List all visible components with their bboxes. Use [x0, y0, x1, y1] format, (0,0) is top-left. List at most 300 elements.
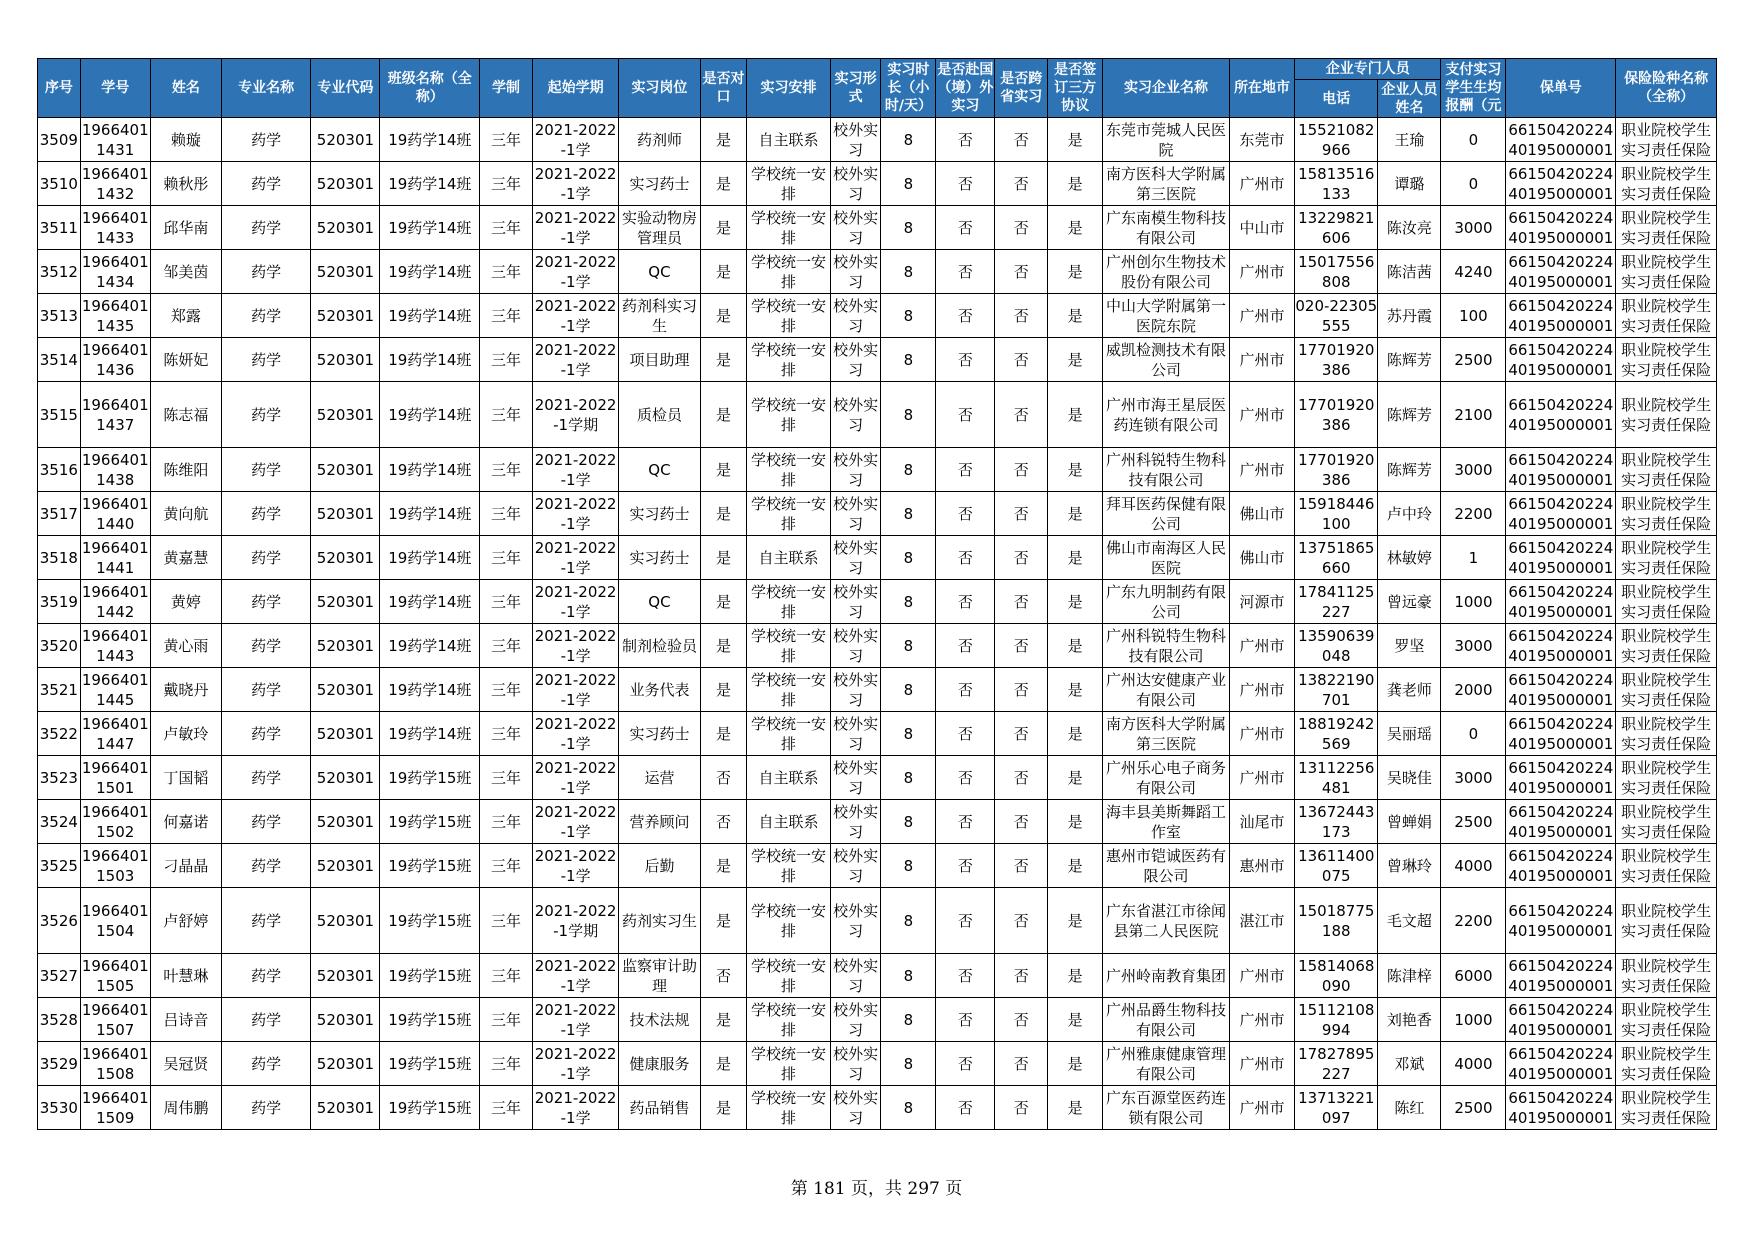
cell-hours: [881, 162, 936, 206]
cell-major-text: 药学: [251, 636, 282, 655]
cell-insurance-text: 职业院校学生实习责任保险: [1621, 956, 1712, 995]
cell-city: [1230, 206, 1295, 250]
cell-hours-text: 8: [903, 405, 914, 424]
cell-insurance-text: 职业院校学生实习责任保险: [1621, 164, 1712, 203]
cell-cross-province-text: 否: [1013, 1098, 1029, 1117]
cell-pay-text: 2100: [1454, 405, 1493, 424]
cell-major-code: [311, 536, 380, 580]
cell-hours: [881, 712, 936, 756]
cell-pay-text: 3000: [1454, 460, 1493, 479]
cell-position: [619, 1042, 700, 1086]
cell-class-name-text: 19药学14班: [388, 405, 472, 424]
cell-matched: [700, 954, 747, 998]
cell-contact-name-text: 王瑜: [1394, 130, 1425, 149]
cell-cross-province: [995, 954, 1048, 998]
cell-abroad-text: 否: [957, 504, 973, 523]
cell-class-name: [380, 536, 480, 580]
cell-major-code-text: 520301: [316, 768, 375, 787]
cell-cross-province-text: 否: [1013, 768, 1029, 787]
cell-arrangement-text: 自主联系: [758, 812, 819, 831]
cell-city-text: 广州市: [1239, 724, 1285, 743]
cell-name-text: 黄婷: [170, 592, 201, 611]
header-pay: 支付实习学生生均报酬（元: [1441, 59, 1506, 118]
cell-contact-name-text: 曾琳玲: [1386, 856, 1432, 875]
cell-major-text: 药学: [251, 306, 282, 325]
cell-company: [1103, 118, 1230, 162]
cell-name: [150, 800, 221, 844]
cell-major-code: [311, 1042, 380, 1086]
cell-phone: [1295, 1042, 1378, 1086]
cell-cross-province-text: 否: [1013, 1054, 1029, 1073]
cell-phone: [1295, 580, 1378, 624]
cell-matched: [700, 294, 747, 338]
cell-tripartite-text: 是: [1067, 1098, 1083, 1117]
cell-phone: [1295, 492, 1378, 536]
cell-duration: [480, 250, 533, 294]
cell-duration: [480, 118, 533, 162]
cell-matched: [700, 624, 747, 668]
cell-student-id-text: 19664011504: [81, 901, 149, 940]
cell-duration: [480, 800, 533, 844]
cell-class-name: [380, 712, 480, 756]
cell-matched: [700, 800, 747, 844]
header-city: 所在地市: [1230, 59, 1295, 118]
cell-start-term-text: 2021-2022-1学: [534, 626, 617, 665]
cell-company-text: 南方医科大学附属第三医院: [1106, 714, 1227, 753]
cell-major-text: 药学: [251, 218, 282, 237]
cell-seq-text: 3518: [39, 548, 78, 567]
cell-policy-no-text: 6615042022440195000001: [1508, 450, 1614, 489]
cell-tripartite-text: 是: [1067, 1010, 1083, 1029]
cell-start-term-text: 2021-2022-1学: [534, 1000, 617, 1039]
cell-major-text: 药学: [251, 130, 282, 149]
page-footer: 第 181 页，共 297 页: [790, 1179, 963, 1199]
cell-arrangement: [747, 536, 830, 580]
cell-class-name-text: 19药学14班: [388, 262, 472, 281]
cell-pay: [1441, 448, 1506, 492]
cell-policy-no-text: 6615042022440195000001: [1508, 901, 1614, 940]
cell-student-id: [80, 580, 150, 624]
cell-name-text: 吴冠贤: [163, 1054, 209, 1073]
cell-insurance-text: 职业院校学生实习责任保险: [1621, 340, 1712, 379]
cell-tripartite-text: 是: [1067, 911, 1083, 930]
cell-policy-no: [1506, 448, 1616, 492]
cell-form: [830, 712, 881, 756]
cell-start-term: [532, 162, 618, 206]
cell-arrangement-text: 学校统一安排: [751, 296, 827, 335]
cell-phone-text: 13229821606: [1298, 208, 1375, 247]
header-major-code: 专业代码: [311, 59, 380, 118]
cell-major: [221, 712, 310, 756]
cell-major-code-text: 520301: [316, 306, 375, 325]
cell-seq-text: 3517: [39, 504, 78, 523]
header-phone: 电话: [1295, 80, 1378, 118]
cell-company-text: 广州品爵生物科技有限公司: [1106, 1000, 1227, 1039]
header-position: 实习岗位: [619, 59, 700, 118]
cell-phone-text: 17701920386: [1298, 340, 1375, 379]
cell-form: [830, 668, 881, 712]
cell-duration-text: 三年: [490, 350, 521, 369]
cell-class-name-text: 19药学14班: [388, 218, 472, 237]
cell-abroad: [936, 1086, 995, 1130]
cell-duration: [480, 448, 533, 492]
cell-insurance-text: 职业院校学生实习责任保险: [1621, 802, 1712, 841]
cell-tripartite: [1048, 250, 1103, 294]
cell-pay: [1441, 756, 1506, 800]
cell-city: [1230, 954, 1295, 998]
cell-cross-province: [995, 206, 1048, 250]
cell-policy-no-text: 6615042022440195000001: [1508, 120, 1614, 159]
cell-arrangement-text: 学校统一安排: [751, 846, 827, 885]
cell-phone: [1295, 800, 1378, 844]
cell-start-term-text: 2021-2022-1学: [534, 802, 617, 841]
cell-cross-province-text: 否: [1013, 504, 1029, 523]
cell-duration-text: 三年: [490, 768, 521, 787]
cell-city: [1230, 712, 1295, 756]
cell-major-text: 药学: [251, 350, 282, 369]
header-contact-name: 企业人员姓名: [1378, 80, 1441, 118]
cell-name: [150, 162, 221, 206]
cell-hours-text: 8: [903, 174, 914, 193]
cell-cross-province-text: 否: [1013, 812, 1029, 831]
cell-start-term: [532, 998, 618, 1042]
cell-start-term-text: 2021-2022-1学: [534, 120, 617, 159]
cell-abroad: [936, 888, 995, 954]
cell-position: [619, 206, 700, 250]
cell-major: [221, 800, 310, 844]
cell-phone: [1295, 954, 1378, 998]
cell-pay-text: 2000: [1454, 680, 1493, 699]
cell-cross-province-text: 否: [1013, 856, 1029, 875]
cell-pay-text: 2500: [1454, 350, 1493, 369]
cell-phone: [1295, 382, 1378, 448]
cell-arrangement: [747, 382, 830, 448]
cell-phone: [1295, 888, 1378, 954]
cell-city-text: 东莞市: [1239, 130, 1285, 149]
cell-contact-name-text: 龚老师: [1386, 680, 1432, 699]
cell-arrangement: [747, 800, 830, 844]
cell-matched-text: 否: [715, 966, 731, 985]
cell-major-code-text: 520301: [316, 130, 375, 149]
cell-company-text: 拜耳医药保健有限公司: [1106, 494, 1227, 533]
cell-hours: [881, 536, 936, 580]
cell-city: [1230, 250, 1295, 294]
cell-phone-text: 15814068090: [1298, 956, 1375, 995]
cell-student-id: [80, 800, 150, 844]
cell-tripartite: [1048, 888, 1103, 954]
cell-abroad-text: 否: [957, 768, 973, 787]
cell-student-id: [80, 998, 150, 1042]
cell-company-text: 广州科锐特生物科技有限公司: [1106, 450, 1227, 489]
cell-cross-province: [995, 844, 1048, 888]
cell-name: [150, 998, 221, 1042]
cell-major: [221, 756, 310, 800]
cell-position-text: 后勤: [644, 856, 675, 875]
cell-start-term-text: 2021-2022-1学: [534, 582, 617, 621]
cell-insurance-text: 职业院校学生实习责任保险: [1621, 538, 1712, 577]
cell-seq: [38, 800, 81, 844]
cell-student-id-text: 19664011509: [81, 1088, 149, 1127]
cell-arrangement-text: 学校统一安排: [751, 252, 827, 291]
cell-tripartite-text: 是: [1067, 405, 1083, 424]
cell-name: [150, 888, 221, 954]
cell-form-text: 校外实习: [833, 340, 879, 379]
cell-company-text: 广州科锐特生物科技有限公司: [1106, 626, 1227, 665]
cell-contact-name-text: 陈津梓: [1386, 966, 1432, 985]
cell-abroad: [936, 580, 995, 624]
cell-class-name: [380, 1086, 480, 1130]
cell-student-id: [80, 448, 150, 492]
cell-major-text: 药学: [251, 262, 282, 281]
cell-seq: [38, 1042, 81, 1086]
cell-abroad: [936, 250, 995, 294]
cell-phone-text: 13713221097: [1298, 1088, 1375, 1127]
cell-matched-text: 是: [715, 592, 731, 611]
cell-major-text: 药学: [251, 856, 282, 875]
cell-contact-name-text: 曾蝉娟: [1386, 812, 1432, 831]
cell-company-text: 广东九明制药有限公司: [1106, 582, 1227, 621]
cell-student-id: [80, 1086, 150, 1130]
cell-form-text: 校外实习: [833, 1088, 879, 1127]
cell-city-text: 惠州市: [1239, 856, 1285, 875]
cell-insurance: [1616, 294, 1717, 338]
cell-seq: [38, 756, 81, 800]
cell-contact-name: [1378, 888, 1441, 954]
cell-form-text: 校外实习: [833, 395, 879, 434]
cell-name: [150, 712, 221, 756]
cell-policy-no-text: 6615042022440195000001: [1508, 670, 1614, 709]
cell-hours: [881, 1086, 936, 1130]
cell-tripartite: [1048, 448, 1103, 492]
cell-form-text: 校外实习: [833, 582, 879, 621]
cell-duration-text: 三年: [490, 592, 521, 611]
cell-company-text: 广东百源堂医药连锁有限公司: [1106, 1088, 1227, 1127]
cell-major: [221, 338, 310, 382]
cell-name: [150, 206, 221, 250]
cell-position: [619, 844, 700, 888]
cell-policy-no-text: 6615042022440195000001: [1508, 626, 1614, 665]
cell-matched-text: 是: [715, 548, 731, 567]
cell-class-name: [380, 492, 480, 536]
cell-major-code: [311, 844, 380, 888]
cell-student-id-text: 19664011438: [81, 450, 149, 489]
cell-pay: [1441, 382, 1506, 448]
cell-major-code-text: 520301: [316, 262, 375, 281]
cell-class-name-text: 19药学14班: [388, 306, 472, 325]
cell-position-text: 实习药士: [629, 724, 690, 743]
cell-tripartite: [1048, 712, 1103, 756]
cell-arrangement: [747, 712, 830, 756]
cell-pay: [1441, 338, 1506, 382]
cell-tripartite-text: 是: [1067, 966, 1083, 985]
cell-name-text: 黄嘉慧: [163, 548, 209, 567]
table-row: [38, 448, 1717, 492]
cell-hours: [881, 668, 936, 712]
cell-pay-text: 4240: [1454, 262, 1493, 281]
cell-seq-text: 3528: [39, 1010, 78, 1029]
cell-major-code-text: 520301: [316, 911, 375, 930]
cell-cross-province: [995, 492, 1048, 536]
header-policy-no: 保单号: [1506, 59, 1616, 118]
cell-city: [1230, 844, 1295, 888]
cell-policy-no: [1506, 888, 1616, 954]
cell-insurance-text: 职业院校学生实习责任保险: [1621, 901, 1712, 940]
cell-matched-text: 是: [715, 1010, 731, 1029]
table-row: [38, 250, 1717, 294]
cell-matched-text: 是: [715, 911, 731, 930]
cell-hours: [881, 800, 936, 844]
cell-class-name-text: 19药学15班: [388, 911, 472, 930]
cell-form: [830, 954, 881, 998]
cell-company: [1103, 162, 1230, 206]
cell-hours: [881, 844, 936, 888]
cell-pay: [1441, 118, 1506, 162]
cell-duration: [480, 712, 533, 756]
cell-form-text: 校外实习: [833, 208, 879, 247]
cell-major-code: [311, 624, 380, 668]
cell-matched-text: 是: [715, 262, 731, 281]
cell-major-code-text: 520301: [316, 724, 375, 743]
cell-phone: [1295, 844, 1378, 888]
cell-contact-name-text: 刘艳香: [1386, 1010, 1432, 1029]
cell-student-id: [80, 294, 150, 338]
cell-student-id: [80, 888, 150, 954]
cell-form: [830, 536, 881, 580]
cell-matched-text: 是: [715, 174, 731, 193]
cell-city: [1230, 1086, 1295, 1130]
cell-tripartite: [1048, 624, 1103, 668]
cell-seq: [38, 338, 81, 382]
header-name: 姓名: [150, 59, 221, 118]
table-row: [38, 580, 1717, 624]
cell-start-term-text: 2021-2022-1学: [534, 450, 617, 489]
cell-abroad: [936, 118, 995, 162]
cell-major-code: [311, 756, 380, 800]
cell-seq-text: 3530: [39, 1098, 78, 1117]
cell-seq-text: 3514: [39, 350, 78, 369]
cell-cross-province-text: 否: [1013, 592, 1029, 611]
cell-start-term-text: 2021-2022-1学期: [534, 395, 617, 434]
cell-duration: [480, 1042, 533, 1086]
cell-position: [619, 162, 700, 206]
cell-name-text: 吕诗音: [163, 1010, 209, 1029]
cell-duration: [480, 206, 533, 250]
cell-policy-no: [1506, 800, 1616, 844]
cell-contact-name-text: 陈洁茜: [1386, 262, 1432, 281]
cell-start-term-text: 2021-2022-1学: [534, 758, 617, 797]
table-row: [38, 998, 1717, 1042]
cell-major: [221, 888, 310, 954]
cell-policy-no-text: 6615042022440195000001: [1508, 340, 1614, 379]
cell-matched: [700, 536, 747, 580]
cell-contact-name: [1378, 800, 1441, 844]
cell-duration-text: 三年: [490, 504, 521, 523]
cell-city: [1230, 888, 1295, 954]
cell-tripartite: [1048, 1086, 1103, 1130]
cell-tripartite-text: 是: [1067, 856, 1083, 875]
cell-company: [1103, 580, 1230, 624]
cell-pay: [1441, 162, 1506, 206]
cell-student-id: [80, 338, 150, 382]
cell-contact-name: [1378, 844, 1441, 888]
cell-arrangement: [747, 1042, 830, 1086]
cell-form: [830, 492, 881, 536]
cell-policy-no-text: 6615042022440195000001: [1508, 956, 1614, 995]
cell-policy-no-text: 6615042022440195000001: [1508, 802, 1614, 841]
cell-arrangement-text: 学校统一安排: [751, 494, 827, 533]
cell-cross-province: [995, 536, 1048, 580]
cell-matched: [700, 206, 747, 250]
cell-duration: [480, 338, 533, 382]
cell-tripartite: [1048, 800, 1103, 844]
cell-phone-text: 13751865660: [1298, 538, 1375, 577]
cell-seq: [38, 1086, 81, 1130]
cell-policy-no: [1506, 294, 1616, 338]
cell-policy-no-text: 6615042022440195000001: [1508, 494, 1614, 533]
cell-student-id: [80, 1042, 150, 1086]
cell-seq: [38, 250, 81, 294]
cell-position: [619, 382, 700, 448]
cell-student-id: [80, 382, 150, 448]
cell-student-id: [80, 756, 150, 800]
header-major: 专业名称: [221, 59, 310, 118]
cell-form-text: 校外实习: [833, 120, 879, 159]
cell-tripartite-text: 是: [1067, 636, 1083, 655]
cell-hours-text: 8: [903, 306, 914, 325]
cell-seq: [38, 954, 81, 998]
cell-class-name-text: 19药学14班: [388, 548, 472, 567]
cell-arrangement-text: 学校统一安排: [751, 340, 827, 379]
cell-class-name-text: 19药学14班: [388, 504, 472, 523]
cell-contact-name: [1378, 294, 1441, 338]
cell-company-text: 广州雅康健康管理有限公司: [1106, 1044, 1227, 1083]
cell-hours-text: 8: [903, 350, 914, 369]
cell-class-name: [380, 756, 480, 800]
cell-tripartite-text: 是: [1067, 218, 1083, 237]
cell-form: [830, 162, 881, 206]
cell-major-code-text: 520301: [316, 504, 375, 523]
cell-arrangement-text: 学校统一安排: [751, 956, 827, 995]
cell-class-name: [380, 338, 480, 382]
cell-contact-name-text: 陈辉芳: [1386, 350, 1432, 369]
cell-policy-no: [1506, 382, 1616, 448]
cell-phone-text: 15017556808: [1298, 252, 1375, 291]
cell-city-text: 广州市: [1239, 1098, 1285, 1117]
cell-cross-province-text: 否: [1013, 460, 1029, 479]
cell-arrangement-text: 学校统一安排: [751, 395, 827, 434]
cell-class-name: [380, 250, 480, 294]
cell-duration-text: 三年: [490, 680, 521, 699]
cell-student-id: [80, 250, 150, 294]
cell-abroad-text: 否: [957, 306, 973, 325]
cell-policy-no: [1506, 756, 1616, 800]
cell-form-text: 校外实习: [833, 1000, 879, 1039]
cell-duration-text: 三年: [490, 548, 521, 567]
cell-position: [619, 800, 700, 844]
cell-contact-name: [1378, 162, 1441, 206]
cell-phone: [1295, 712, 1378, 756]
cell-tripartite: [1048, 206, 1103, 250]
cell-pay-text: 3000: [1454, 218, 1493, 237]
cell-insurance: [1616, 1042, 1717, 1086]
cell-insurance: [1616, 448, 1717, 492]
cell-hours-text: 8: [903, 680, 914, 699]
cell-duration-text: 三年: [490, 911, 521, 930]
cell-contact-name-text: 吴晓佳: [1386, 768, 1432, 787]
cell-insurance-text: 职业院校学生实习责任保险: [1621, 252, 1712, 291]
cell-cross-province: [995, 382, 1048, 448]
cell-insurance: [1616, 712, 1717, 756]
